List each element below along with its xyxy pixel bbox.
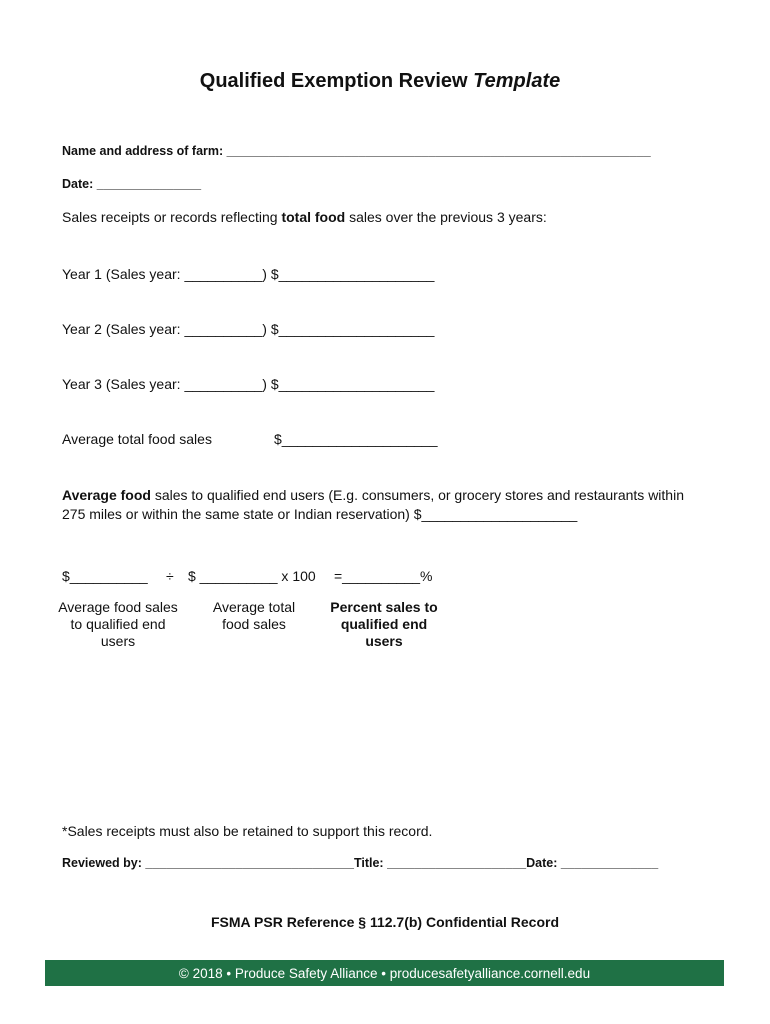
- title-label: Title:: [353, 856, 384, 870]
- formula-denominator[interactable]: $ __________ x 100: [188, 568, 316, 584]
- caption-average-total: Average total food sales: [212, 599, 296, 632]
- year-1-field[interactable]: Year 1 (Sales year: __________) $____________________: [62, 266, 435, 282]
- title-field[interactable]: ____________________: [387, 856, 527, 870]
- year-3-field[interactable]: Year 3 (Sales year: __________) $____________________: [62, 376, 435, 392]
- farm-line[interactable]: _____________________________________________________________: [226, 144, 651, 158]
- farm-name-address-field[interactable]: [62, 144, 651, 158]
- review-date-label: Date:: [526, 856, 558, 870]
- retention-note: *Sales receipts must also be retained to support this record.: [62, 823, 433, 839]
- average-total-amount[interactable]: $____________________: [274, 431, 438, 447]
- reviewed-by-label: Reviewed by:: [62, 856, 142, 870]
- caption-average-food: Average food sales to qualified end users: [58, 599, 178, 649]
- date-line[interactable]: _______________: [96, 177, 202, 191]
- caption-percent-sales: Percent sales to qualified end users: [330, 599, 438, 649]
- farm-label: Name and address of farm:: [62, 144, 224, 158]
- year-2-field[interactable]: Year 2 (Sales year: __________) $____________________: [62, 321, 435, 337]
- page-title: Qualified Exemption Review Template: [199, 70, 561, 92]
- footer-text: © 2018 • Produce Safety Alliance • producesafetyalliance.cornell.edu: [178, 965, 591, 981]
- sales-intro: Sales receipts or records reflecting total food sales over the previous 3 years:: [62, 209, 547, 225]
- average-food-line-2[interactable]: 275 miles or within the same state or Indian reservation) $____________________: [62, 506, 578, 522]
- footer-bar: [45, 960, 724, 986]
- review-line: [62, 856, 658, 870]
- average-food-line-1: Average food sales to qualified end users (E.g. consumers, or grocery stores and restaurants within: [62, 487, 684, 503]
- date-field[interactable]: [62, 177, 201, 191]
- fsma-reference: FSMA PSR Reference § 112.7(b) Confidential Record: [210, 914, 559, 930]
- average-total-label: Average total food sales: [62, 431, 212, 447]
- formula-numerator[interactable]: $__________: [62, 568, 148, 584]
- reviewed-by-field[interactable]: ______________________________: [145, 856, 354, 870]
- date-label: Date:: [62, 177, 94, 191]
- divide-symbol: ÷: [166, 568, 174, 584]
- formula-result[interactable]: =__________%: [334, 568, 433, 584]
- review-date-field[interactable]: ______________: [560, 856, 659, 870]
